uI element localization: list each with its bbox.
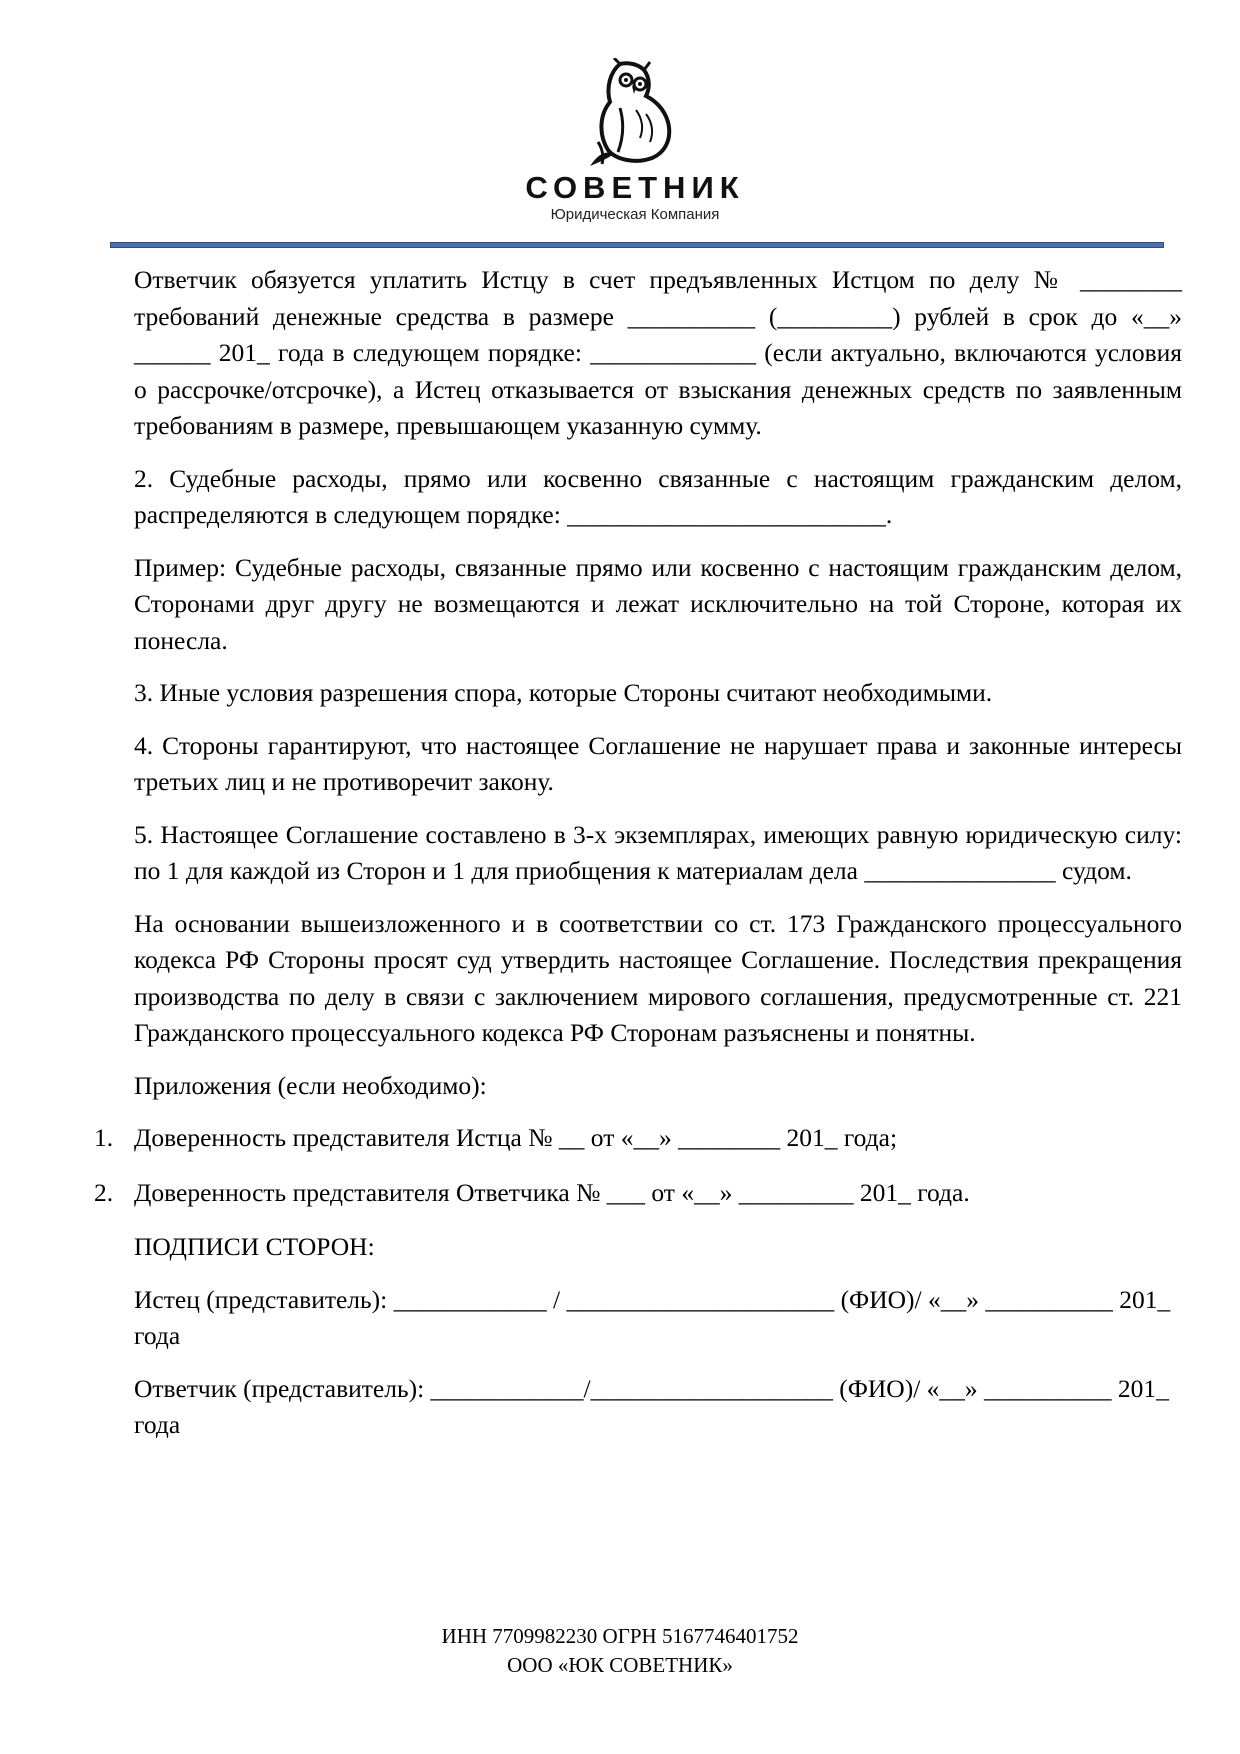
- signature-defendant: Ответчик (представитель): ____________/___________________ (ФИО)/ «__» __________ 201_ года: [134, 1373, 1169, 1439]
- paragraph-basis: На основании вышеизложенного и в соответствии со ст. 173 Гражданского процессуального кодекса РФ Стороны просят суд утвердить настоящее Соглашение. Последствия прекращения производства по делу в связи с заключением мирового соглашения, предусмотренные ст. 221 Гражданского процессуального кодекса РФ Сторонам разъяснены и понятны.: [134, 908, 1182, 1047]
- footer-registration: ИНН 7709982230 ОГРН 5167746401752: [441, 1624, 799, 1648]
- paragraph-other-conditions: 3. Иные условия разрешения спора, которые Стороны считают необходимыми.: [134, 678, 993, 707]
- attachment-item: [94, 1120, 1182, 1157]
- document-body: [94, 262, 1182, 1460]
- attachment-text: Доверенность представителя Ответчика № ___ от «__» _________ 201_ года.: [134, 1177, 970, 1207]
- paragraph-copies: 5. Настоящее Соглашение составлено в 3-х экземплярах, имеющих равную юридическую силу: по 1 для каждой из Сторон и 1 для приобщения к материалам дела _______________ судом.: [134, 819, 1182, 885]
- attachment-number: 2.: [94, 1177, 114, 1207]
- paragraph-example: Пример: Судебные расходы, связанные прямо или косвенно с настоящим гражданским делом, Сторонами друг другу не возмещаются и лежат исключительно на той Стороне, которая их понесла.: [134, 552, 1182, 655]
- owl-logo-icon: [580, 58, 690, 166]
- logo-title: СОВЕТНИК: [525, 170, 745, 205]
- attachment-item: [94, 1175, 1182, 1212]
- attachment-text: Доверенность представителя Истца № __ от «__» ________ 201_ года;: [134, 1123, 898, 1152]
- signature-plaintiff: Истец (представитель): ____________ / _____________________ (ФИО)/ «__» __________ 201_ года: [134, 1284, 1171, 1350]
- paragraph-attachments-heading: Приложения (если необходимо):: [134, 1070, 487, 1100]
- footer-company: ООО «ЮК СОВЕТНИК»: [507, 1653, 733, 1677]
- header-divider: [110, 242, 1164, 248]
- page-footer: [0, 1622, 1240, 1680]
- attachment-number: 1.: [94, 1123, 114, 1152]
- company-logo: [520, 58, 750, 223]
- paragraph-guarantees: 4. Стороны гарантируют, что настоящее Соглашение не нарушает права и законные интересы третьих лиц и не противоречит закону.: [134, 730, 1182, 796]
- paragraph-court-costs: 2. Судебные расходы, прямо или косвенно связанные с настоящим гражданским делом, распределяются в следующем порядке: _________________________.: [134, 463, 1182, 529]
- paragraph-payment: Ответчик обязуется уплатить Истцу в счет предъявленных Истцом по делу № ________ требований денежные средства в размере __________ (_________) рублей в срок до «__» ______ 201_ года в следующем порядке: _____________ (если актуально, включаются условия о рассрочке/отсрочке), а Истец отказывается от взыскания денежных средств по заявленным требованиям в размере, превышающем указанную сумму.: [134, 265, 1182, 440]
- signatures-heading: ПОДПИСИ СТОРОН:: [134, 1232, 375, 1261]
- logo-subtitle: Юридическая Компания: [550, 206, 720, 223]
